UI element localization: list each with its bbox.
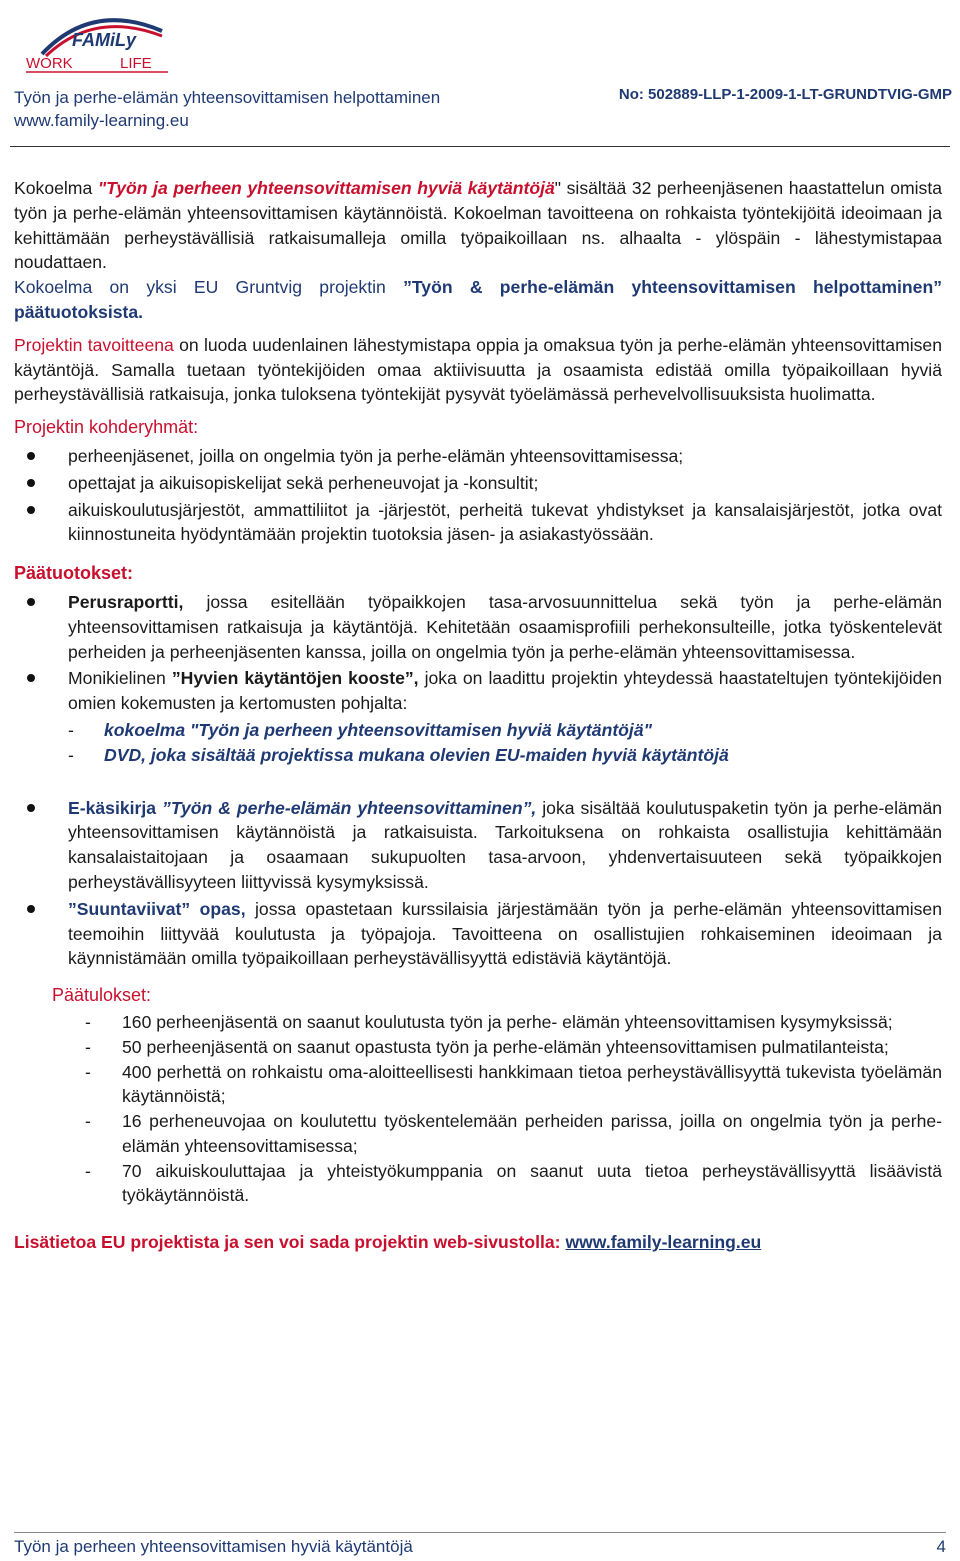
outputs-sublist bbox=[68, 718, 942, 768]
bullet-icon bbox=[27, 452, 35, 460]
output-3-title: E-käsikirja bbox=[68, 797, 163, 818]
outputs-list bbox=[14, 590, 942, 716]
logo-text-work: WORK bbox=[26, 55, 73, 72]
list-item-text: perheenjäsenet, joilla on ongelmia työn ja perhe-elämän yhteensovittamisessa; bbox=[68, 445, 684, 466]
family-work-life-logo bbox=[22, 6, 172, 86]
sub-item: - DVD, joka sisältää projektissa mukana olevien EU-maiden hyviä käytäntöjä bbox=[68, 744, 729, 765]
output-2-pre: Monikielinen bbox=[68, 668, 172, 689]
intro-p3-label: Projektin tavoitteena bbox=[14, 334, 174, 355]
outputs-list-2 bbox=[14, 796, 942, 972]
result-text: 16 perheneuvojaa on koulutettu työskentelemään perheiden parissa, joilla on ongelmia työn ja perhe-elämän yhteensovittamisessa; bbox=[122, 1111, 942, 1156]
intro-p1-a: Kokoelma bbox=[14, 178, 98, 198]
intro-p2-a: Kokoelma on yksi EU Gruntvig projektin bbox=[14, 277, 404, 298]
bullet-icon bbox=[27, 804, 35, 812]
list-item bbox=[14, 471, 942, 496]
output-3-subtitle: ”Työn & perhe-elämän yhteensovittaminen”, bbox=[162, 797, 537, 818]
bullet-icon bbox=[27, 598, 35, 606]
result-text: 160 perheenjäsentä on saanut koulutusta työn ja perhe- elämän yhteensovittamisen kysymyksissä; bbox=[122, 1011, 893, 1032]
more-info bbox=[14, 1230, 942, 1255]
more-info-text: Lisätietoa EU projektista ja sen voi sada projektin web-sivustolla: bbox=[14, 1232, 566, 1253]
result-text: 400 perhettä on rohkaistu oma-aloitteellisesti hankkimaan tietoa perheystävällisyyttä tukevista työelämän käytännöistä; bbox=[122, 1061, 942, 1107]
results-heading: Päätulokset: bbox=[52, 985, 152, 1006]
results-list bbox=[14, 1010, 942, 1208]
intro-p3-text: on luoda uudenlainen lähestymistapa oppia ja omaksua työn ja perhe-elämän yhteensovittamisen käytäntöjä. Samalla tuetaan työntekijöiden omaa aktiivisuutta ja osaamista edistää omilla työpaikoillaan hyviä perheystävällisiä ratkaisuja, jonka tuloksena työntekijät pysyvät työelämässä perhevelvollisuuksista huolimatta. bbox=[14, 334, 942, 405]
list-item: - 160 perheenjäsentä on saanut koulutusta työn ja perhe- elämän yhteensovittamisen kysymyksissä; bbox=[85, 1011, 893, 1032]
header-title: Työn ja perhe-elämän yhteensovittamisen helpottaminen bbox=[14, 88, 441, 107]
bullet-icon bbox=[27, 479, 35, 487]
sub-item-2: DVD, joka sisältää projektissa mukana olevien EU-maiden hyviä käytäntöjä bbox=[104, 744, 729, 765]
list-item bbox=[14, 444, 942, 469]
output-1-title: Perusraportti, bbox=[68, 591, 184, 612]
main-content bbox=[14, 176, 942, 1255]
website-link[interactable]: www.family-learning.eu bbox=[565, 1232, 762, 1253]
page-header bbox=[0, 0, 960, 130]
header-divider bbox=[10, 146, 950, 147]
page-footer bbox=[14, 1532, 946, 1557]
list-item: - 400 perhettä on rohkaistu oma-aloitteellisesti hankkimaan tietoa perheystävällisyyttä tukevista työelämän käytännöistä; bbox=[85, 1061, 942, 1107]
bullet-icon bbox=[27, 506, 35, 514]
sub-item: - kokoelma "Työn ja perheen yhteensovittamisen hyviä käytäntöjä" bbox=[68, 719, 652, 740]
result-text: 70 aikuiskouluttajaa ja yhteistyökumppania on saanut uuta tietoa perheystävällisyyttä lisäävistä työkäytännöistä. bbox=[122, 1160, 942, 1206]
list-item bbox=[14, 590, 942, 664]
result-text: 50 perheenjäsentä on saanut opastusta työn ja perhe-elämän yhteensovittamisen pulmatilanteista; bbox=[122, 1036, 889, 1057]
project-number: No: 502889-LLP-1-2009-1-LT-GRUNDTVIG-GMP bbox=[618, 86, 952, 103]
output-4-text: jossa opastetaan kurssilaisia järjestämään työn ja perhe-elämän yhteensovittamisen teemoihin liittyvää koulutusta ja työpajoja. Tavoitteena on osallistujien rohkaiseminen ideoimaan ja käynnistämään omilla työpaikoillaan perheystävällisyyttä edistäviä käytäntöjä. bbox=[68, 898, 943, 969]
list-item: - 16 perheneuvojaa on koulutettu työskentelemään perheiden parissa, joilla on ongelmia työn ja perhe-elämän yhteensovittamisessa; bbox=[85, 1111, 942, 1156]
sub-item-1: kokoelma "Työn ja perheen yhteensovittamisen hyviä käytäntöjä" bbox=[104, 719, 652, 740]
list-item-text: opettajat ja aikuisopiskelijat sekä perheneuvojat ja -konsultit; bbox=[68, 472, 539, 493]
page-number: 4 bbox=[936, 1537, 946, 1556]
list-item-text: aikuiskoulutusjärjestöt, ammattiliitot ja -järjestöt, perheitä tukevat yhdistykset ja kansalaisjärjestöt, jotka ovat kiinnostuneita hyödyntämään projektin tuotoksia jäsen- ja asiakastyössään. bbox=[68, 499, 942, 545]
target-groups-list bbox=[14, 444, 942, 547]
footer-title: Työn ja perheen yhteensovittamisen hyviä käytäntöjä bbox=[14, 1537, 413, 1556]
header-url[interactable]: www.family-learning.eu bbox=[14, 111, 189, 130]
output-1-text: jossa esitellään työpaikkojen tasa-arvosuunnittelua sekä työn ja perhe-elämän yhteensovittamisen ratkaisuja ja käytäntöjä. Kehitetään osaamisprofiili perhekonsulteille, jotka työskentelevät perheiden ja perheenjäsenten kanssa, joilla on ongelmia työn ja perhe-elämän yhteensovittamisessa. bbox=[68, 591, 942, 662]
output-3-text: joka sisältää koulutuspaketin työn ja perhe-elämän yhteensovittamisen käytännöistä ja ratkaisuista. Tarkoituksena on rohkaista osallistujia kehittämään kansalaistaitojaan ja osaamaan sukupuolten tasa-arvoon, yhdenvertaisuuteen sekä työpaikkojen perheystävällisyyteen liittyvissä kysymyksissä. bbox=[68, 797, 943, 892]
logo-text-family: FAMiLy bbox=[72, 30, 137, 50]
list-item: - 50 perheenjäsentä on saanut opastusta työn ja perhe-elämän yhteensovittamisen pulmatilanteista; bbox=[85, 1036, 889, 1057]
outputs-heading: Päätuotokset: bbox=[14, 563, 134, 584]
header-left bbox=[14, 86, 440, 132]
list-item: - 70 aikuiskouluttajaa ja yhteistyökumppania on saanut uuta tietoa perheystävällisyyttä lisäävistä työkäytännöistä. bbox=[85, 1160, 942, 1206]
bullet-icon bbox=[27, 674, 35, 682]
output-4-title: ”Suuntaviivat” opas, bbox=[68, 898, 246, 919]
intro-paragraph-3 bbox=[14, 333, 942, 407]
bullet-icon bbox=[27, 905, 35, 913]
list-item bbox=[14, 796, 942, 895]
output-2-title: ”Hyvien käytäntöjen kooste”, bbox=[171, 668, 419, 689]
intro-paragraph-2 bbox=[14, 275, 942, 325]
list-item bbox=[14, 897, 942, 971]
logo-text-life: LIFE bbox=[120, 55, 152, 72]
intro-p2-b: ”Työn & perhe-elämän yhteensovittamisen helpottaminen” päätuotoksista. bbox=[14, 277, 942, 322]
target-groups-heading: Projektin kohderyhmät: bbox=[14, 417, 199, 438]
intro-p1-c: " sisältää 32 perheenjäsenen haastattelun omista työn ja perhe-elämän yhteensovittamisen käytännöistä. Kokoelman tavoitteena on rohkaista työntekijöitä ideoimaan ja kehittämään perheystävällisiä ratkaisumalleja omilla työpaikoillaan ns. alhaalta - ylöspäin - lähestymistapaa noudattaen. bbox=[14, 178, 943, 273]
intro-paragraph-1 bbox=[14, 176, 942, 275]
intro-p1-title: "Työn ja perheen yhteensovittamisen hyviä käytäntöjä bbox=[97, 178, 555, 198]
list-item bbox=[14, 666, 942, 716]
list-item bbox=[14, 498, 942, 548]
output-2-text: joka on laadittu projektin yhteydessä haastateltujen työntekijöiden omien kokemusten ja kertomusten pohjalta: bbox=[68, 668, 942, 714]
